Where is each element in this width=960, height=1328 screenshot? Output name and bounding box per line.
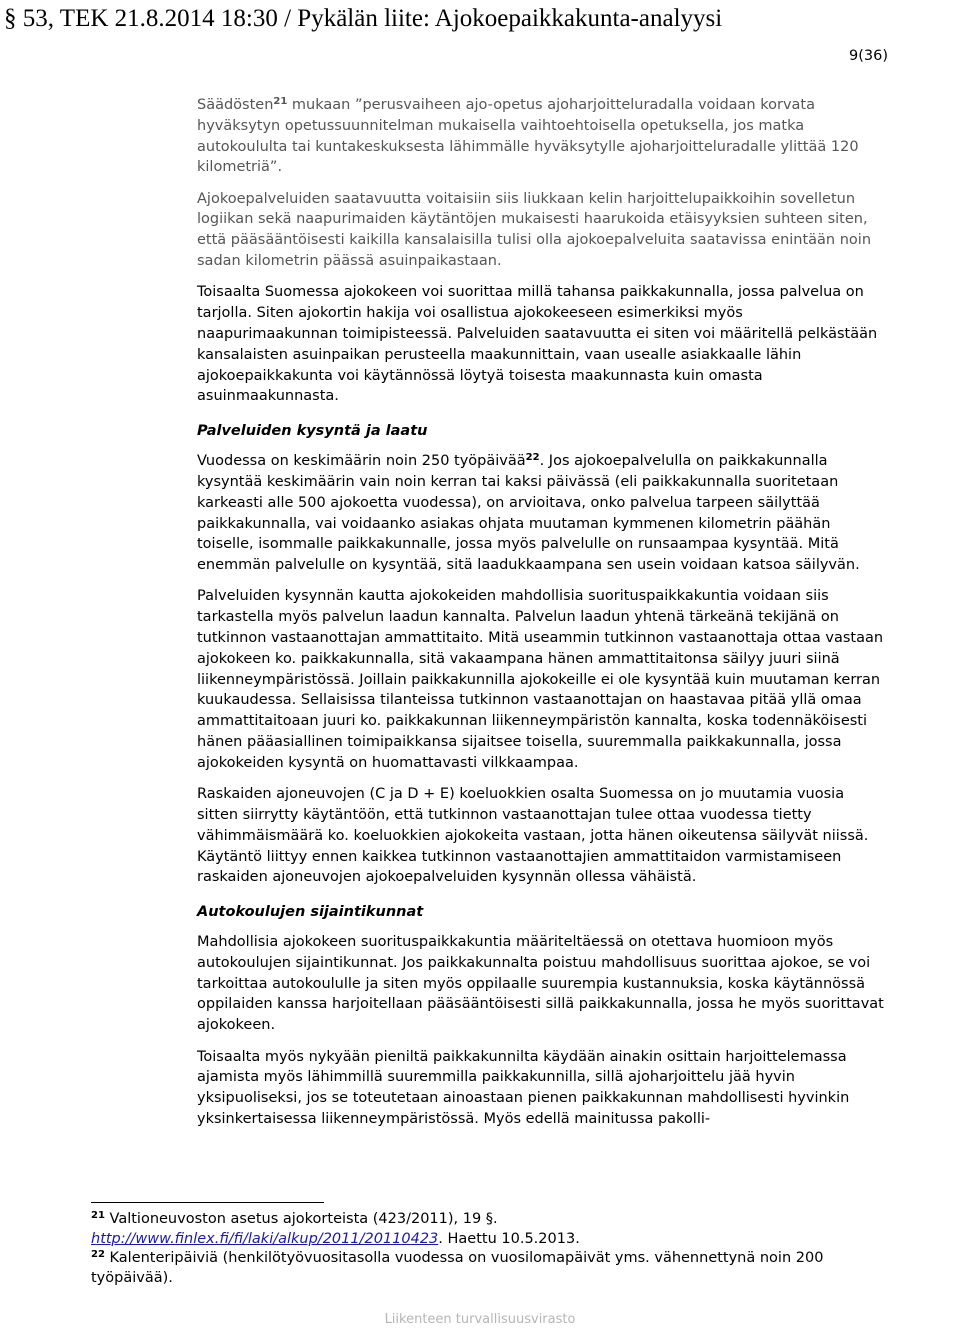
section-heading-demand-quality: Palveluiden kysyntä ja laatu bbox=[197, 423, 428, 440]
paragraph-4 bbox=[197, 451, 885, 576]
paragraph-5: Palveluiden kysynnän kautta ajokokeiden mahdollisia suorituspaikkakuntia voidaan siis tarkastella myös palvelun laadun kannalta. Palvelun laadun yhtenä tärkeänä tekijänä on tutkinnon vastaanottajan ammattitaito. Mitä useammin tutkinnon vastaanottaja ottaa vastaan ajokokeen ko. paikkakunnalla, sitä vakaampana hänen ammattitaitonsa säilyy juuri siinä liikenneympäristössä. Joillain paikkakunnilla ajokokeille ei ole kysyntää kuin muutaman kerran kuukaudessa. Sellaisissa tilanteissa tutkinnon vastaanottajan on haastavaa pitää yllä omaa ammattitaitoaan juuri ko. paikkakunnan liikenneympäristön kannalta, koska todennäköisesti hänen pääasiallinen toimipaikkansa sijaitsee toisella, suuremmalla paikkakunnalla, jossa ajokokeiden kysyntä on huomattavasti vilkkaampaa. bbox=[197, 588, 884, 771]
footnote-divider bbox=[91, 1202, 324, 1203]
paragraph-4-start: Vuodessa on keskimäärin noin 250 työpäivää bbox=[197, 453, 526, 470]
paragraph-8: Toisaalta myös nykyään pieniltä paikkakunnilta käydään ainakin osittain harjoittelemassa ajamista myös lähimmillä suuremmilla paikkakunnilla, sillä ajoharjoittelu jää hyvin yksipuoliseksi, jos se toteutetaan ainoastaan pienen paikkakunnan mahdollisesti hyvinkin yksinkertaisessa liikenneympäristössä. Myös edellä mainitussa pakolli- bbox=[197, 1048, 850, 1127]
finlex-link[interactable]: http://www.finlex.fi/fi/laki/alkup/2011/20110423 bbox=[91, 1230, 439, 1247]
footnote-ref-22: 22 bbox=[525, 452, 540, 464]
footnote-22-text: Kalenteripäiviä (henkilötyövuositasolla vuodessa on vuosilomapäivät yms. vähennettynä noin 200 työpäivää). bbox=[91, 1250, 824, 1286]
paragraph-1-start: Säädösten bbox=[197, 97, 274, 113]
footnote-22-number: 22 bbox=[91, 1249, 105, 1260]
footnote-21-text: Valtioneuvoston asetus ajokorteista (423/2011), 19 §. bbox=[104, 1211, 498, 1227]
paragraph-1-rest: mukaan ”perusvaiheen ajo-opetus ajoharjoitteluradalla voidaan korvata hyväksytyn opetussuunnitelman mukaisella vaihtoehtoisella opetuksella, jos matka autokoululta tai kuntakeskuksesta lähimmälle hyväksytylle ajoharjoitteluradalle ylittää 120 kilometriä”. bbox=[197, 97, 859, 176]
footnote-21-accessed: . Haettu 10.5.2013. bbox=[438, 1230, 580, 1247]
paragraph-3: Toisaalta Suomessa ajokokeen voi suorittaa millä tahansa paikkakunnalla, jossa palvelua on tarjolla. Siten ajokortin hakija voi osallistua ajokokeeseen esimerkiksi myös naapurimaakunnan toimipisteessä. Palveluiden saatavuutta ei siten voi määritellä pelkästään kansalaisten asuinpaikan perusteella maakunnittain, vaan usealle asiakkaalle lähin ajokoepaikkakunta voi käytännössä löytyä toisesta maakunnasta kuin omasta asuinmaakunnasta. bbox=[197, 284, 878, 405]
footnotes bbox=[91, 1210, 891, 1288]
page-number: 9(36) bbox=[849, 48, 888, 64]
document-body bbox=[197, 95, 885, 1140]
paragraph-4-rest: . Jos ajokoepalvelulla on paikkakunnalla kysyntää keskimäärin vain noin kerran tai kaksi päivässä (eli paikkakunnalla suoritetaan karkeasti alle 500 ajokoetta vuodessa), on arvioitava, onko palvelua tarpeen säilyttää paikkakunnalla, vai voidaanko asiakas ohjata muutaman kymmenen kilometrin päähän toiselle, isommalle paikkakunnalle, jossa myös palvelulle on runsaampaa kysyntää. Mitä enemmän palvelulle on kysyntää, sitä laadukkaampana sen usein voidaan katsoa säilyvän. bbox=[197, 453, 860, 574]
footnote-21-number: 21 bbox=[91, 1210, 105, 1221]
footnote-21 bbox=[91, 1210, 891, 1249]
footnote-ref-21: 21 bbox=[273, 96, 288, 107]
page-footer: Liikenteen turvallisuusvirasto bbox=[384, 1312, 576, 1327]
paragraph-6: Raskaiden ajoneuvojen (C ja D + E) koeluokkien osalta Suomessa on jo muutamia vuosia sitten siirrytty käytäntöön, että tutkinnon vastaanottajan tulee ottaa vuodessa tietty vähimmäismäärä ko. koeluokkien ajokokeita vastaan, jotta hänen oikeutensa säilyvät niissä. Käytäntö liittyy ennen kaikkea tutkinnon vastaanottajien ammattitaidon varmistamiseen raskaiden ajoneuvojen ajokoepalveluiden kysynnän ollessa vähäistä. bbox=[197, 786, 869, 886]
footnote-22 bbox=[91, 1249, 891, 1288]
paragraph-1 bbox=[197, 95, 885, 178]
section-heading-driving-schools: Autokoulujen sijaintikunnat bbox=[197, 904, 424, 921]
paragraph-7: Mahdollisia ajokokeen suorituspaikkakuntia määriteltäessä on otettava huomioon myös autokoulujen sijaintikunnat. Jos paikkakunnalta poistuu mahdollisuus suorittaa ajokoe, se voi tarkoittaa autokoululle ja siten myös oppilaalle suurempia kustannuksia, koska käytännössä oppilaiden kanssa harjoitellaan pääsääntöisesti sillä paikkakunnalla, jossa he myös suorittavat ajokokeen. bbox=[197, 934, 884, 1034]
paragraph-2: Ajokoepalveluiden saatavuutta voitaisiin siis liukkaan kelin harjoittelupaikkoihin sovelletun logiikan sekä naapurimaiden käytäntöjen mukaisesti haarukoida etäisyyksien suhteen siten, että pääsääntöisesti kaikilla kansalaisilla tulisi olla ajokoepalveluita saatavissa enintään noin sadan kilometrin päässä asuinpaikastaan. bbox=[197, 190, 872, 270]
page-header-title: § 53, TEK 21.8.2014 18:30 / Pykälän liite: Ajokoepaikkakunta-analyysi bbox=[4, 5, 723, 32]
